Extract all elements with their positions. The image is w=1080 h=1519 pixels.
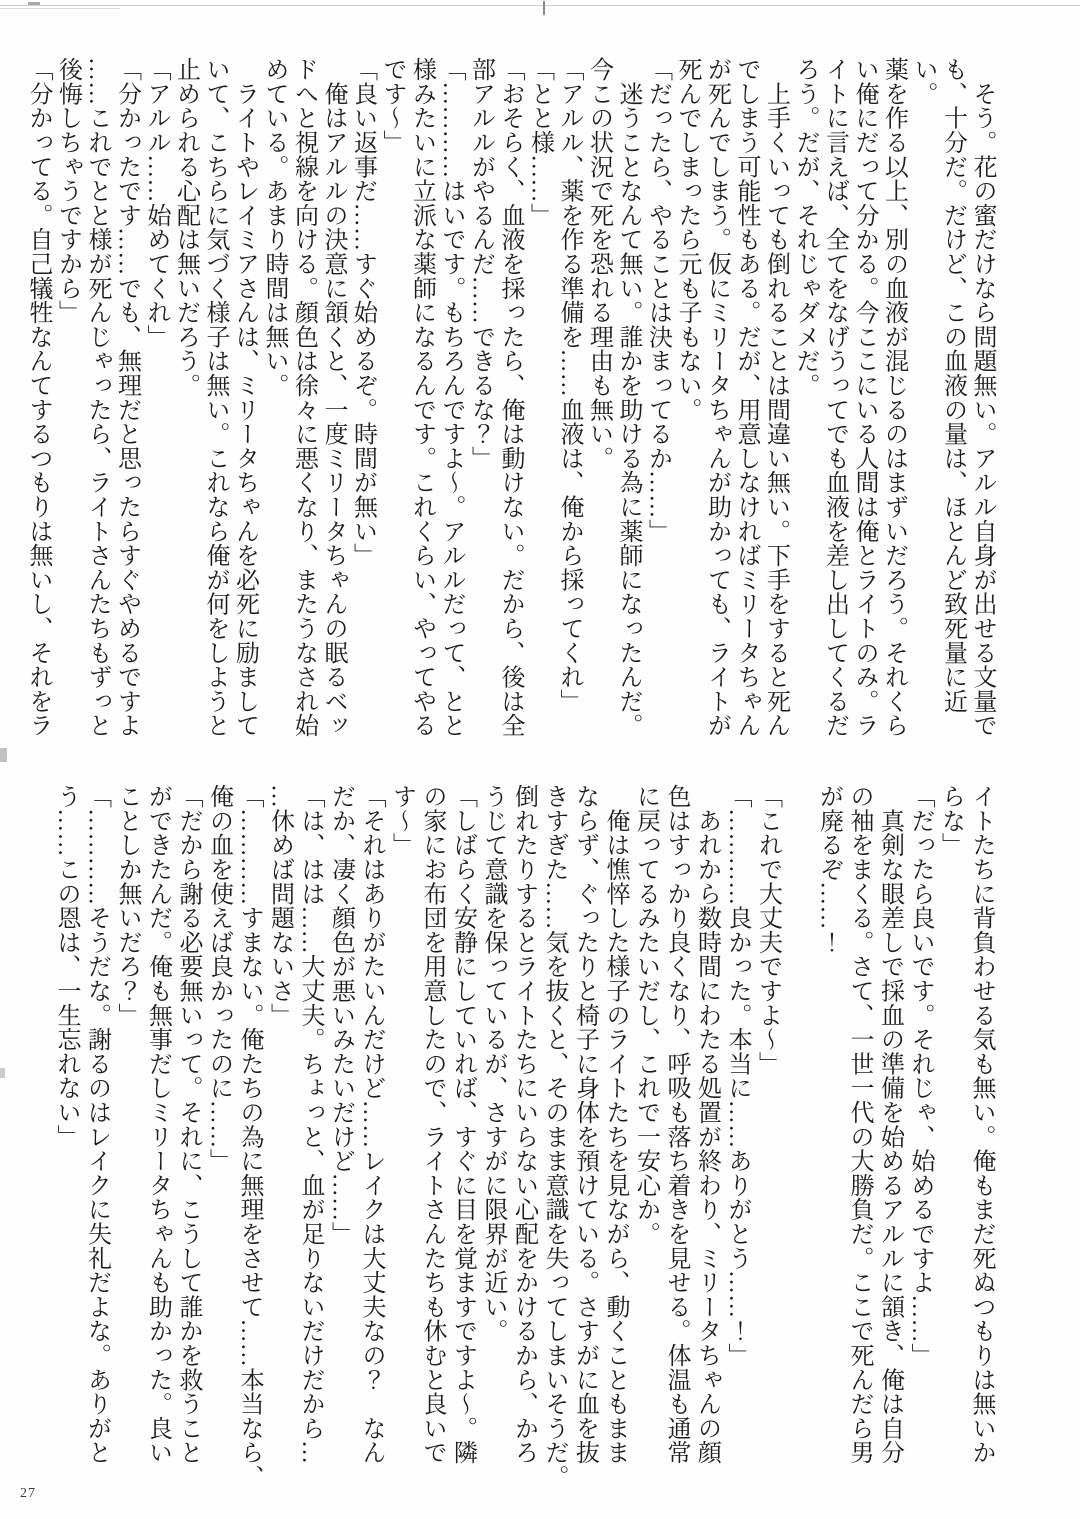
text-column: めている。あまり時間は無い。	[261, 57, 287, 398]
text-column: イトに言えば、全てをなげうってでも血液を差し出してくるだ	[821, 57, 848, 738]
text-column: うじて意識を保っているが、さすがに限界が近い。	[480, 784, 506, 1343]
text-column: す〜」	[388, 784, 415, 857]
text-column: だか、凄く顔色が悪いみたいだけど……」	[327, 784, 354, 1246]
text-column: ができたんだ。俺も無事だしミリータちゃんも助かった。良い	[144, 784, 171, 1465]
text-column: 迷うことなんて無い。誰かを助ける為に薬師になったんだ。	[615, 57, 641, 738]
text-column: 死んでしまったら元も子もない。	[674, 57, 700, 422]
text-column: の家にお布団を用意したので、ライトさんたちも休むと良いで	[419, 784, 445, 1465]
text-column: 「は、はは……大丈夫。ちょっと、血が足りないだけだから…	[297, 784, 323, 1465]
text-column: いて、こちらに気づく様子は無い。これなら俺が何をしようと	[202, 57, 228, 738]
text-column: 「これで大丈夫ですよ〜」	[754, 784, 781, 1076]
text-column: 「アルル……始めてくれ」	[143, 57, 169, 349]
text-column: 今この状況で死を恐れる理由も無い。	[585, 57, 612, 471]
text-column: う……この恩は、一生忘れない」	[53, 784, 79, 1149]
text-column: です〜」	[379, 57, 405, 155]
text-column: い俺にだって分かる。今ここにいる人間は俺とライトのみ。ラ	[851, 57, 877, 738]
text-column: ことしか無いだろ？」	[114, 784, 140, 1027]
text-column: 「だったら良いです。それじゃ、始めるですよ……」	[907, 784, 933, 1368]
text-column: 「…………はいです。もちろんですよ〜。アルルだって、とと	[438, 57, 464, 738]
text-column: あれから数時間にわたる処置が終わり、ミリータちゃんの顔	[693, 784, 720, 1465]
scene-break-column	[783, 784, 814, 1500]
text-column: 後悔しちゃうですから」	[54, 57, 81, 325]
text-column: 俺の血を使えば良かったのに……」	[205, 784, 232, 1173]
text-column: 「…………すまない。俺たちの為に無理をさせて……本当なら、	[236, 784, 262, 1489]
text-column: 真剣な眼差しで採血の準備を始めるアルルに頷き、俺は自分	[876, 784, 903, 1465]
text-column: 「分かってる。自己犠牲なんてするつもりは無いし、それをラ	[25, 57, 51, 738]
text-column: 止められる心配は無いだろう。	[172, 57, 199, 398]
text-column: ろう。だが、それじゃダメだ。	[792, 57, 818, 398]
scan-margin-artifact	[0, 748, 7, 762]
scan-edge-line-secondary	[0, 8, 120, 9]
text-column: 「おそらく、血液を採ったら、俺は動けない。だから、後は全	[497, 57, 523, 738]
text-column: 「良い返事だ……すぐ始めるぞ。時間が無い」	[349, 57, 376, 568]
text-column: 「それはありがたいんだけど……レイクは大丈夫なの？ なん	[358, 784, 384, 1465]
text-column: 「分かったです……でも、無理だと思ったらすぐやめるですよ	[113, 57, 140, 738]
text-column: ……これでとと様が死んじゃったら、ライトさんたちもずっと	[84, 57, 110, 738]
text-column: 俺はアルルの決意に頷くと、一度ミリータちゃんの眠るベッ	[320, 57, 346, 738]
text-column: 「しばらく安静にしていれば、すぐに目を覚ますですよ〜。隣	[449, 784, 476, 1465]
text-column: ならず、ぐったりと椅子に身体を預けている。さすがに血を抜	[571, 784, 598, 1465]
text-column: …休めば問題ないさ」	[266, 784, 293, 1027]
text-column: きすぎた……気を抜くと、そのまま意識を失ってしまいそうだ。	[541, 784, 567, 1489]
scan-margin-artifact	[0, 1068, 5, 1078]
text-column: ドへと視線を向ける。顔色は徐々に悪くなり、またうなされ始	[290, 57, 317, 738]
text-column: 「だったら、やることは決まってるか……」	[644, 57, 671, 543]
text-column: 「とと様……」	[526, 57, 553, 228]
text-column: が廃るぞ……！	[815, 784, 842, 955]
text-column: そう。花の蜜だけなら問題無い。アルル自身が出せる文量で	[969, 57, 995, 738]
text-column: 上手くいっても倒れることは間違い無い。下手をすると死ん	[762, 57, 789, 738]
text-column: に戻ってるみたいだし、これで一安心か。	[632, 784, 659, 1246]
text-column: 部アルルがやるんだ……できるな？」	[467, 57, 494, 471]
text-column: 「だから謝る必要無いって。それに、こうして誰かを救うこと	[175, 784, 201, 1465]
page-number: 27	[20, 1486, 36, 1501]
scan-edge-line	[0, 5, 1080, 6]
text-column: が死んでしまう。仮にミリータちゃんが助かっても、ライトが	[703, 57, 730, 738]
text-column: 「アルル、薬を作る準備を……血液は、俺から採ってくれ」	[556, 57, 582, 714]
scan-left-tick-mark	[28, 2, 40, 5]
text-column: 「…………そうだな。謝るのはレイクに失礼だよな。ありがと	[83, 784, 110, 1465]
text-column: 倒れたりするとライトたちにいらない心配をかけるから、かろ	[510, 784, 537, 1465]
text-column: イトたちに背負わせる気も無い。俺もまだ死ぬつもりは無いか	[968, 784, 994, 1465]
text-block-bottom	[51, 784, 997, 1500]
text-column: 「…………良かった。本当に……ありがとう……！」	[724, 784, 750, 1368]
text-block-top	[23, 57, 997, 753]
text-column: でしまう可能性もある。だが、用意しなければミリータちゃん	[733, 57, 759, 738]
text-column: ライトやレイミアさんは、ミリータちゃんを必死に励まして	[231, 57, 258, 738]
scan-center-tick-mark	[543, 1, 545, 15]
text-column: らな」	[937, 784, 964, 857]
text-column: 様みたいに立派な薬師になるんです。これくらい、やってやる	[408, 57, 435, 738]
text-column: 俺は憔悴した様子のライトたちを見ながら、動くこともまま	[602, 784, 628, 1465]
text-column: も、十分だ。だけど、この血液の量は、ほとんど致死量に近い。	[910, 57, 966, 714]
text-column: 色はすっかり良くなり、呼吸も落ち着きを見せる。体温も通常	[663, 784, 689, 1465]
text-column: の袖をまくる。さて、一世一代の大勝負だ。ここで死んだら男	[846, 784, 872, 1465]
text-column: 薬を作る以上、別の血液が混じるのはまずいだろう。それくら	[880, 57, 907, 738]
